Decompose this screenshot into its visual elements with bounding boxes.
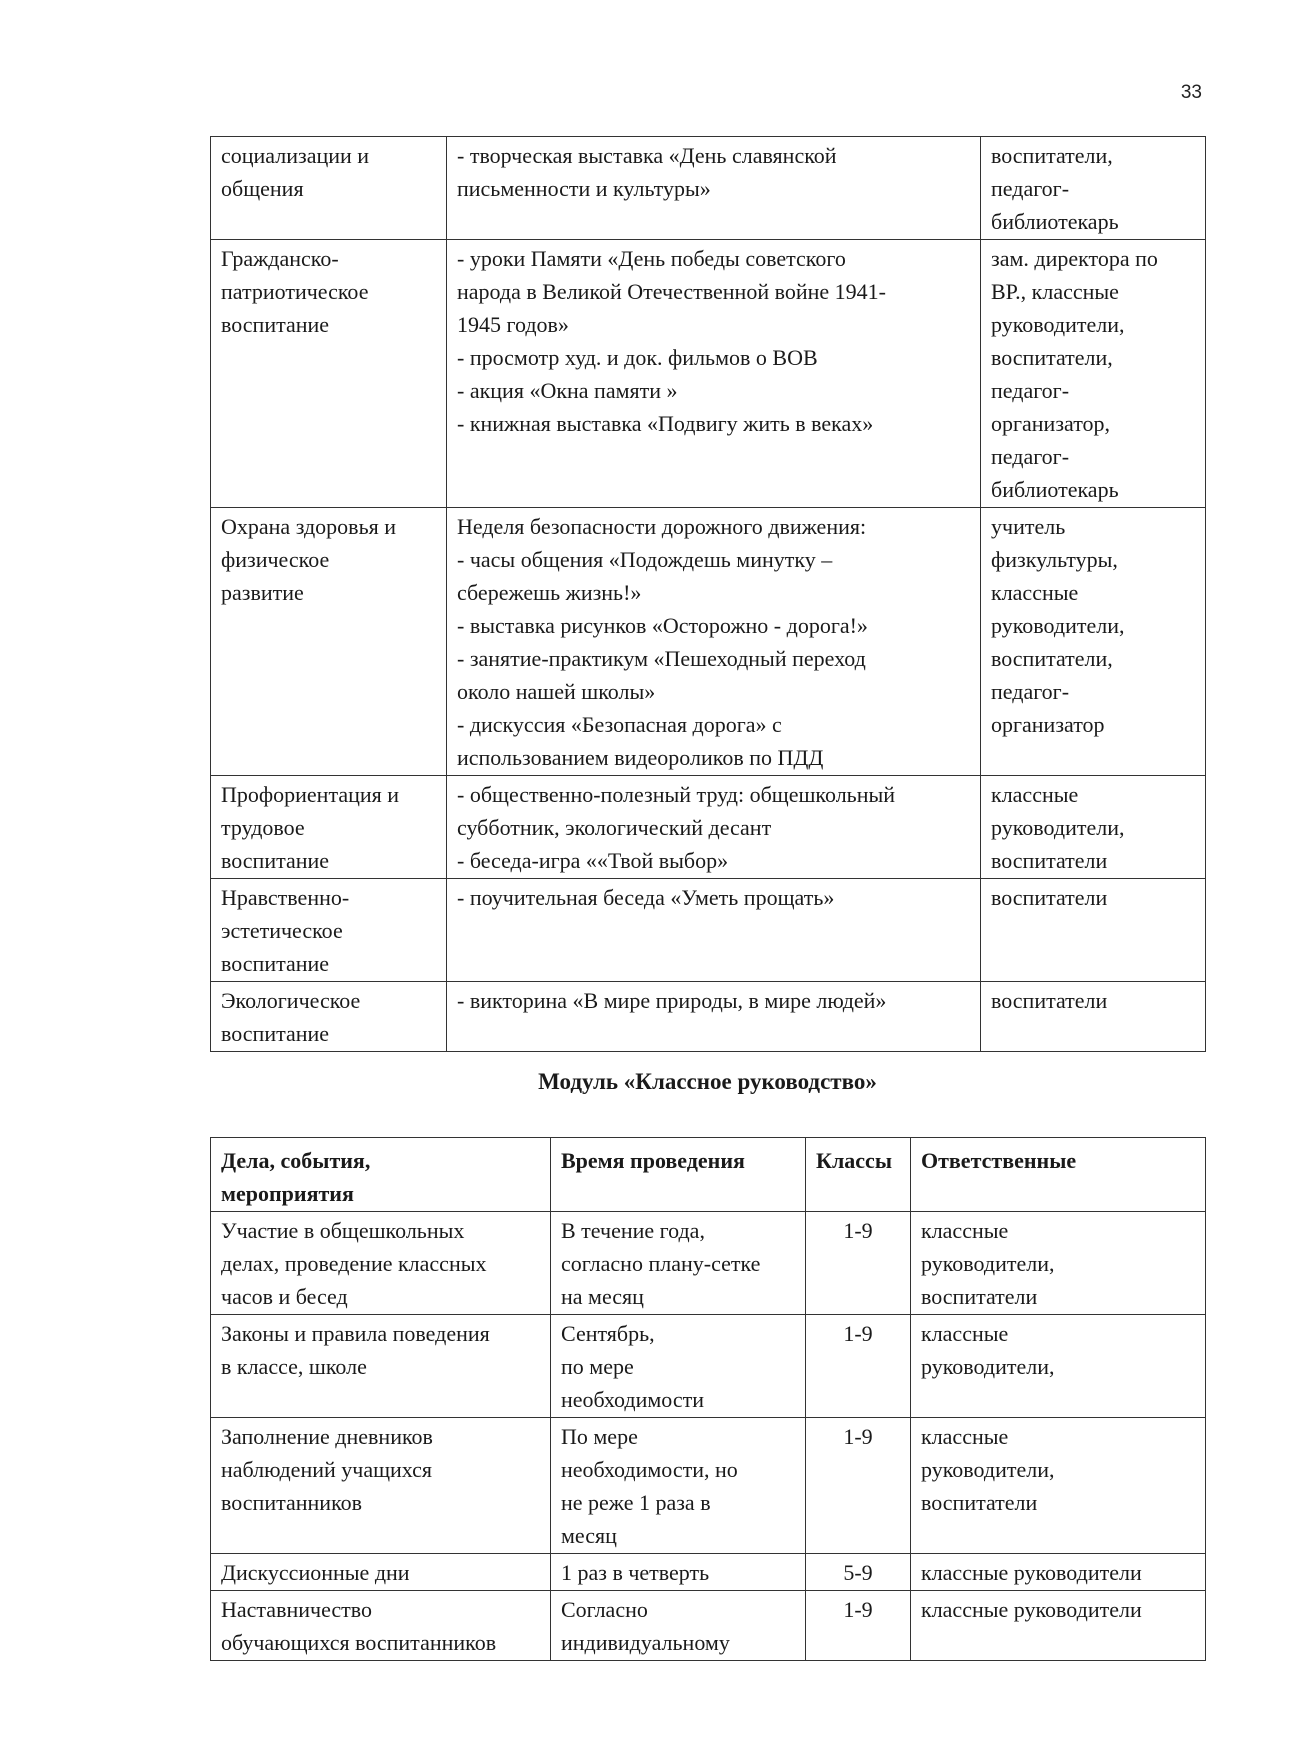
- direction-cell: Гражданско- патриотическое воспитание: [211, 240, 447, 508]
- activities-cell: - викторина «В мире природы, в мире людей»: [447, 982, 981, 1052]
- table-row: [211, 1554, 1206, 1591]
- table-row: [211, 776, 1206, 879]
- activities-cell: Неделя безопасности дорожного движения: - часы общения «Подождешь минутку – сбережешь жизнь!» - выставка рисунков «Осторожно - дорога!» - занятие-практикум «Пешеходный переход около нашей школы» - дискуссия «Безопасная дорога» с использованием видеороликов по ПДД: [447, 508, 981, 776]
- header-classes: Классы: [806, 1138, 911, 1212]
- events-cell: Участие в общешкольных делах, проведение классных часов и бесед: [211, 1212, 551, 1315]
- responsible-cell: воспитатели, педагог- библиотекарь: [981, 137, 1206, 240]
- table-row: [211, 508, 1206, 776]
- responsible-cell: классные руководители: [911, 1591, 1206, 1661]
- activities-table: [210, 136, 1206, 1052]
- module-title: Модуль «Классное руководство»: [538, 1069, 877, 1094]
- header-time: Время проведения: [551, 1138, 806, 1212]
- responsible-cell: классные руководители: [911, 1554, 1206, 1591]
- events-cell: Дискуссионные дни: [211, 1554, 551, 1591]
- direction-cell: Нравственно- эстетическое воспитание: [211, 879, 447, 982]
- responsible-cell: учитель физкультуры, классные руководители, воспитатели, педагог- организатор: [981, 508, 1206, 776]
- table-row: [211, 879, 1206, 982]
- table-row: [211, 1315, 1206, 1418]
- table-row: [211, 1418, 1206, 1554]
- direction-cell: Экологическое воспитание: [211, 982, 447, 1052]
- direction-cell: Профориентация и трудовое воспитание: [211, 776, 447, 879]
- responsible-cell: классные руководители, воспитатели: [981, 776, 1206, 879]
- events-cell: Наставничество обучающихся воспитанников: [211, 1591, 551, 1661]
- table-row: [211, 982, 1206, 1052]
- classes-cell: 1-9: [806, 1212, 911, 1315]
- responsible-cell: воспитатели: [981, 879, 1206, 982]
- class-management-table: [210, 1137, 1206, 1661]
- classes-cell: 1-9: [806, 1315, 911, 1418]
- activities-cell: - поучительная беседа «Уметь прощать»: [447, 879, 981, 982]
- direction-cell: социализации и общения: [211, 137, 447, 240]
- responsible-cell: зам. директора по ВР., классные руководители, воспитатели, педагог- организатор, педагог- библиотекарь: [981, 240, 1206, 508]
- table-header-row: [211, 1138, 1206, 1212]
- classes-cell: 1-9: [806, 1591, 911, 1661]
- table-row: [211, 137, 1206, 240]
- time-cell: Сентябрь, по мере необходимости: [551, 1315, 806, 1418]
- activities-cell: - общественно-полезный труд: общешкольный субботник, экологический десант - беседа-игра ««Твой выбор»: [447, 776, 981, 879]
- time-cell: 1 раз в четверть: [551, 1554, 806, 1591]
- responsible-cell: классные руководители, воспитатели: [911, 1212, 1206, 1315]
- events-cell: Законы и правила поведения в классе, школе: [211, 1315, 551, 1418]
- table-row: [211, 1212, 1206, 1315]
- classes-cell: 5-9: [806, 1554, 911, 1591]
- classes-cell: 1-9: [806, 1418, 911, 1554]
- responsible-cell: классные руководители,: [911, 1315, 1206, 1418]
- responsible-cell: воспитатели: [981, 982, 1206, 1052]
- header-responsible: Ответственные: [911, 1138, 1206, 1212]
- responsible-cell: классные руководители, воспитатели: [911, 1418, 1206, 1554]
- time-cell: В течение года, согласно плану-сетке на месяц: [551, 1212, 806, 1315]
- activities-cell: - уроки Памяти «День победы советского народа в Великой Отечественной войне 1941- 1945 годов» - просмотр худ. и док. фильмов о ВОВ - акция «Окна памяти » - книжная выставка «Подвигу жить в веках»: [447, 240, 981, 508]
- events-cell: Заполнение дневников наблюдений учащихся воспитанников: [211, 1418, 551, 1554]
- activities-cell: - творческая выставка «День славянской письменности и культуры»: [447, 137, 981, 240]
- table-row: [211, 240, 1206, 508]
- header-events: Дела, события, мероприятия: [211, 1138, 551, 1212]
- table-row: [211, 1591, 1206, 1661]
- time-cell: Согласно индивидуальному: [551, 1591, 806, 1661]
- time-cell: По мере необходимости, но не реже 1 раза в месяц: [551, 1418, 806, 1554]
- direction-cell: Охрана здоровья и физическое развитие: [211, 508, 447, 776]
- page-number: 33: [1180, 82, 1202, 103]
